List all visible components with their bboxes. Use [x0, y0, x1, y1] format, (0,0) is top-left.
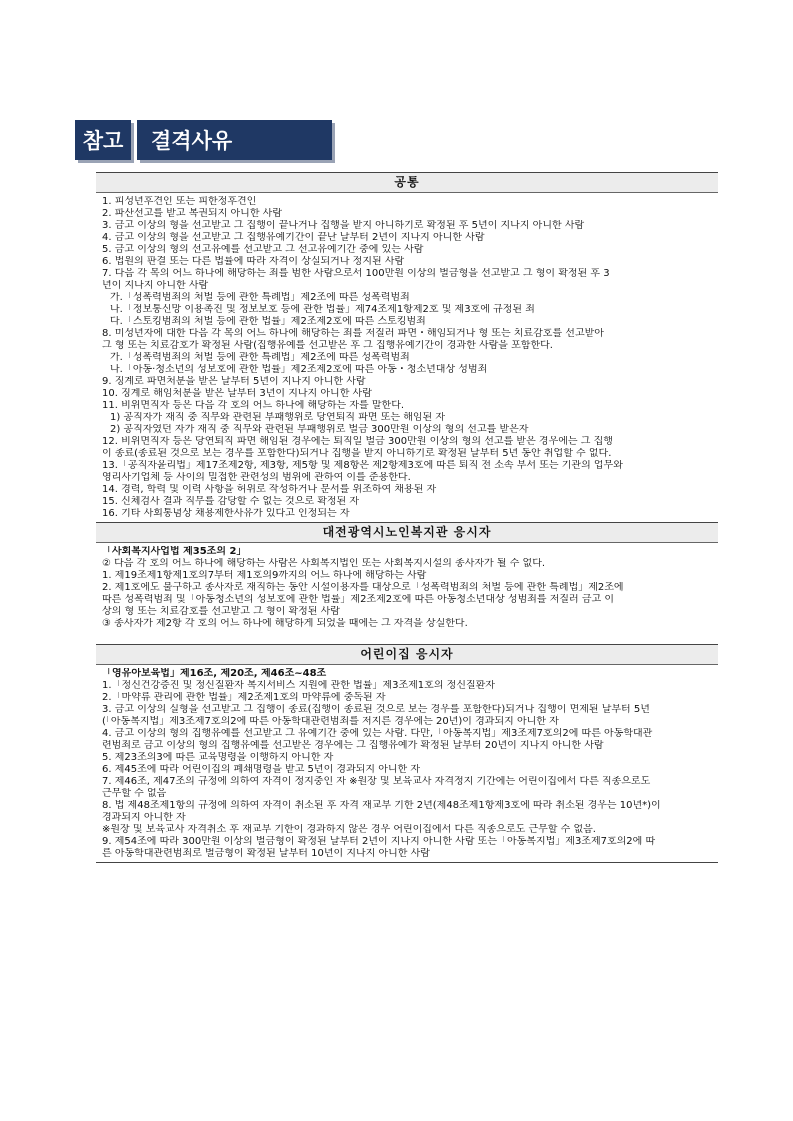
text-line: 8. 미성년자에 대한 다음 각 목의 어느 하나에 해당하는 죄를 저질러 파면・해임되거나 형 또는 치료감호를 선고받아	[102, 328, 604, 339]
text-line: 6. 제45조에 따라 어린이집의 폐쇄명령을 받고 5년이 경과되지 아니한 자	[102, 764, 421, 775]
text-line: 3. 금고 이상의 실형을 선고받고 그 집행이 종료(집행이 종료된 것으로 보는 경우를 포함한다)되거나 집행이 면제된 날부터 5년	[102, 704, 650, 715]
text-line: ※원장 및 보육교사 자격취소 후 재교부 기한이 경과하지 않은 경우 어린이집에서 다른 직종으로도 근무할 수 없음.	[102, 824, 596, 835]
text-line: 련범죄로 금고 이상의 형의 집행유예를 선고받은 경우에는 그 집행유예가 확정된 날부터 20년이 지나지 아니한 사람	[102, 740, 604, 751]
text-line: 9. 제54조에 따라 300만원 이상의 벌금형이 확정된 날부터 2년이 지나지 아니한 사람 또는「아동복지법」제3조제7호의2에 따	[102, 836, 656, 847]
text-line: 경과되지 아니한 자	[102, 812, 186, 823]
text-line: 7. 다음 각 목의 어느 하나에 해당하는 죄를 범한 사람으로서 100만원 이상의 벌금형을 선고받고 그 형이 확정된 후 3	[102, 268, 610, 279]
text-line: 9. 징계로 파면처분을 받은 날부터 5년이 지나지 아니한 사람	[102, 376, 366, 387]
text-line: 1) 공직자가 재직 중 직무와 관련된 부패행위로 당연퇴직 파면 또는 해임된 자	[110, 412, 446, 423]
section-senior-welfare-center	[96, 522, 718, 632]
text-line: 5. 제23조의3에 따른 교육명령을 이행하지 아니한 자	[102, 752, 334, 763]
text-line: 7. 제46조, 제47조의 규정에 의하여 자격이 정지중인 자 ※원장 및 보육교사 자격정지 기간에는 어린이집에서 다른 직종으로도	[102, 776, 651, 787]
text-line: (「아동복지법」제3조제7호의2에 따른 아동학대관련범죄를 저지른 경우에는 20년)이 경과되지 아니한 자	[102, 716, 559, 727]
text-line: 10. 징계로 해임처분을 받은 날부터 3년이 지나지 아니한 사람	[102, 388, 372, 399]
reference-badge: 참고	[75, 120, 131, 160]
disqualification-content	[96, 172, 718, 863]
text-line: 영리사기업체 등 사이의 밀접한 관련성의 범위에 관하여 이를 준용한다.	[102, 472, 411, 483]
section-heading: 대전광역시노인복지관 응시자	[96, 522, 718, 543]
text-line: 다.「스토킹범죄의 처벌 등에 관한 법률」제2조제2호에 따른 스토킹범죄	[110, 316, 426, 327]
text-line: 그 형 또는 치료감호가 확정된 사람(집행유예를 선고받은 후 그 집행유예기간이 경과한 사람을 포함한다.	[102, 340, 553, 351]
text-line: 가.「성폭력범죄의 처벌 등에 관한 특례법」제2조에 따른 성폭력범죄	[110, 292, 410, 303]
text-line: 8. 법 제48조제1항의 규정에 의하여 자격이 취소된 후 자격 재교부 기한 2년(제48조제1항제3호에 따라 취소된 경우는 10년*)이	[102, 800, 661, 811]
text-line: 6. 법원의 판결 또는 다른 법률에 따라 자격이 상실되거나 정지된 사람	[102, 256, 405, 267]
text-line: 1.「정신건강증진 및 정신질환자 복지서비스 지원에 관한 법률」제3조제1호의 정신질환자	[102, 680, 495, 691]
text-line: 12. 비위면직자 등은 당연퇴직 파면 해임된 경우에는 퇴직일 벌금 300만원 이상의 형의 선고를 받은 경우에는 그 집행	[102, 436, 613, 447]
page-title: 결격사유	[137, 120, 332, 160]
section-common	[96, 172, 718, 522]
text-line: 년이 지나지 아니한 사람	[102, 280, 209, 291]
text-line: 11. 비위면직자 등은 다음 각 호의 어느 하나에 해당하는 자를 말한다.	[102, 400, 405, 411]
text-line: 13.「공직자윤리법」제17조제2항, 제3항, 제5항 및 제8항은 제2항제3호에 따른 퇴직 전 소속 부서 또는 기관의 업무와	[102, 460, 623, 471]
text-line: 「영유아보육법」제16조, 제20조, 제46조~48조	[102, 668, 327, 679]
text-line: 나.「정보통신망 이용촉진 및 정보보호 등에 관한 법률」제74조제1항제2호 및 제3호에 규정된 죄	[110, 304, 535, 315]
text-line: 15. 신체검사 결과 직무를 감당할 수 없는 것으로 확정된 자	[102, 496, 360, 507]
text-line: 3. 금고 이상의 형을 선고받고 그 집행이 끝나거나 집행을 받지 아니하기로 확정된 후 5년이 지나지 아니한 사람	[102, 220, 585, 231]
text-line: 따른 성폭력범죄 및「아동청소년의 성보호에 관한 법률」제2조제2호에 따른 아동청소년대상 성범죄를 저질러 금고 이	[102, 594, 615, 605]
text-line: 1. 피성년후견인 또는 피한정후견인	[102, 196, 257, 207]
text-line: 14. 경력, 학력 및 이력 사항을 허위로 작성하거나 문서를 위조하여 채용된 자	[102, 484, 437, 495]
section-body	[96, 665, 718, 862]
text-line: ② 다음 각 호의 어느 하나에 해당하는 사람은 사회복지법인 또는 사회복지시설의 종사자가 될 수 없다.	[102, 558, 546, 569]
text-line: 4. 금고 이상의 형의 집행유예를 선고받고 그 유예기간 중에 있는 사람. 다만,「아동복지법」제3조제7호의2에 따른 아동학대관	[102, 728, 653, 739]
text-line: 1. 제19조제1항제1호의7부터 제1호의9까지의 어느 하나에 해당하는 사람	[102, 570, 427, 581]
document-title-bar	[75, 120, 332, 160]
text-line: 이 종료(종료된 것으로 보는 경우를 포함한다)되거나 집행을 받지 아니하기로 확정된 날부터 5년 동안 취업할 수 없다.	[102, 448, 612, 459]
text-line: 16. 기타 사회통념상 채용제한사유가 있다고 인정되는 자	[102, 508, 350, 519]
text-line: 2. 제1호에도 불구하고 종사자로 재직하는 동안 시설이용자를 대상으로「성폭력범죄의 처벌 등에 관한 특례법」제2조에	[102, 582, 624, 593]
text-line: ③ 종사자가 제2항 각 호의 어느 하나에 해당하게 되었을 때에는 그 자격을 상실한다.	[102, 618, 468, 629]
section-body	[96, 543, 718, 632]
section-body	[96, 193, 718, 522]
text-line: 「사회복지사업법 제35조의 2」	[102, 546, 247, 557]
text-line: 근무할 수 없음	[102, 788, 167, 799]
text-line: 가.「성폭력범죄의 처벌 등에 관한 특례법」제2조에 따른 성폭력범죄	[110, 352, 410, 363]
text-line: 2.「마약류 관리에 관한 법률」제2조제1호의 마약류에 중독된 자	[102, 692, 386, 703]
text-line: 4. 금고 이상의 형을 선고받고 그 집행유예기간이 끝난 날부터 2년이 지나지 아니한 사람	[102, 232, 485, 243]
text-line: 나.「아동·청소년의 성보호에 관한 법률」제2조제2호에 따른 아동・청소년대상 성범죄	[110, 364, 488, 375]
text-line: 5. 금고 이상의 형의 선고유예를 선고받고 그 선고유예기간 중에 있는 사람	[102, 244, 424, 255]
section-heading: 어린이집 응시자	[96, 644, 718, 665]
section-daycare-center	[96, 644, 718, 863]
text-line: 2) 공직자였던 자가 재직 중 직무와 관련된 부패행위로 벌금 300만원 이상의 형의 선고를 받은자	[110, 424, 529, 435]
text-line: 상의 형 또는 치료감호를 선고받고 그 형이 확정된 사람	[102, 606, 340, 617]
section-heading: 공통	[96, 172, 718, 193]
text-line: 른 아동학대관련범죄로 벌금형이 확정된 날부터 10년이 지나지 아니한 사람	[102, 848, 430, 859]
text-line: 2. 파산선고를 받고 복권되지 아니한 사람	[102, 208, 282, 219]
